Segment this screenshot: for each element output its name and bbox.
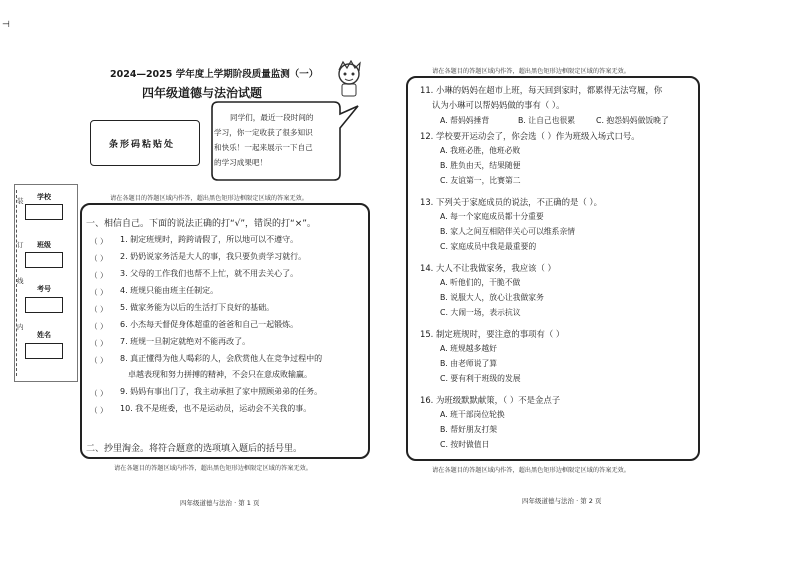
school-field[interactable] bbox=[25, 204, 63, 220]
answer-bracket[interactable]: （ ） bbox=[90, 406, 108, 415]
barcode-area bbox=[90, 120, 200, 166]
question-stem-continued: 认为小琳可以帮妈妈做的事有（ ）。 bbox=[432, 100, 565, 110]
answer-bracket[interactable]: （ ） bbox=[90, 339, 108, 348]
answer-bracket[interactable]: （ ） bbox=[90, 237, 108, 246]
option-a[interactable]: A. 听他们的，干脆不做 bbox=[440, 278, 521, 287]
answer-bracket[interactable]: （ ） bbox=[90, 271, 108, 280]
judgement-text: 1. 制定班规时，跨跨请假了，所以地可以不遵守。 bbox=[120, 235, 299, 244]
option-a[interactable]: A. 班干部岗位轮换 bbox=[440, 410, 505, 419]
option-b[interactable]: B. 由老师说了算 bbox=[440, 359, 498, 368]
judgement-text: 6. 小杰每天督促身体超重的爸爸和自己一起锻炼。 bbox=[120, 320, 299, 329]
judgement-text: 5. 做家务能为以后的生活打下良好的基础。 bbox=[120, 303, 275, 312]
answer-bracket[interactable]: （ ） bbox=[90, 305, 108, 314]
option-b[interactable]: B. 说服大人，放心让我做家务 bbox=[440, 293, 544, 302]
question-stem: 12. 学校要开运动会了，你会选（ ）作为班级入场式口号。 bbox=[420, 131, 640, 141]
answer-notice-bottom-right: 请在各题目的答题区域内作答，超出黑色矩形边框限定区域的答案无效。 bbox=[432, 467, 630, 474]
greeting-line-2: 学习，你一定收获了很多知识 bbox=[214, 128, 313, 137]
question-stem: 16. 为班级默默献策，（ ）不是金点子 bbox=[420, 395, 561, 405]
binding-char: 装 bbox=[17, 197, 24, 205]
class-label: 班级 bbox=[37, 241, 51, 249]
answer-bracket[interactable]: （ ） bbox=[90, 356, 108, 365]
answer-notice-top-right: 请在各题目的答题区域内作答，超出黑色矩形边框限定区域的答案无效。 bbox=[432, 68, 630, 75]
footer-page-1: 四年级道德与法治 · 第 1 页 bbox=[180, 499, 260, 507]
answer-bracket[interactable]: （ ） bbox=[90, 254, 108, 263]
judgement-text: 8. 真正懂得为他人喝彩的人，会欣赏他人在竞争过程中的 bbox=[120, 354, 323, 363]
greeting-line-3: 和快乐！一起来展示一下自己 bbox=[214, 143, 313, 152]
question-stem: 14. 大人不让我做家务，我应该（ ） bbox=[420, 263, 556, 273]
judgement-text: 2. 奶奶说家务活是大人的事，我只要负责学习就行。 bbox=[120, 252, 307, 261]
question-stem: 13. 下列关于家庭成员的说法，不正确的是（ ）。 bbox=[420, 197, 602, 207]
option-b[interactable]: B. 让自己也很累 bbox=[518, 116, 576, 125]
judgement-text: 9. 妈妈有事出门了，我主动承担了家中照顾弟弟的任务。 bbox=[120, 387, 323, 396]
section1-title: 一、相信自己。下面的说法正确的打“√”，错误的打“×”。 bbox=[86, 219, 316, 229]
option-c[interactable]: C. 友谊第一，比赛第二 bbox=[440, 176, 521, 185]
exam-number-label: 考号 bbox=[37, 285, 51, 293]
judgement-text: 4. 班规只能由班主任制定。 bbox=[120, 286, 219, 295]
section2-title: 二、抄里淘金。将符合题意的选项填入题后的括号里。 bbox=[86, 444, 303, 454]
option-c[interactable]: C. 按时做值日 bbox=[440, 440, 490, 449]
barcode-label: 条形码粘贴处 bbox=[109, 140, 176, 150]
mascot-illustration bbox=[334, 60, 364, 98]
name-field[interactable] bbox=[25, 343, 63, 359]
judgement-text: 卓越表现和努力拼搏的精神，不会只在意成败输赢。 bbox=[128, 370, 312, 379]
binding-char: 内 bbox=[17, 323, 24, 331]
corner-mark: ⊣ bbox=[2, 20, 10, 30]
option-b[interactable]: B. 帮好朋友打架 bbox=[440, 425, 498, 434]
greeting-line-4: 的学习成果吧！ bbox=[214, 158, 268, 167]
option-b[interactable]: B. 胜负由天，结果随便 bbox=[440, 161, 521, 170]
option-c[interactable]: C. 要有利于班级的发展 bbox=[440, 374, 521, 383]
name-label: 姓名 bbox=[37, 331, 51, 339]
judgement-text: 3. 父母的工作我们也帮不上忙，就不用去关心了。 bbox=[120, 269, 299, 278]
binding-char: 线 bbox=[17, 277, 24, 285]
option-c[interactable]: C. 抱怨妈妈做饭晚了 bbox=[596, 116, 669, 125]
question-stem: 15. 制定班规时，要注意的事项有（ ） bbox=[420, 329, 565, 339]
option-a[interactable]: A. 帮妈妈捶背 bbox=[440, 116, 490, 125]
greeting-line-1: 同学们，最近一段时间的 bbox=[230, 113, 314, 122]
option-c[interactable]: C. 大闹一场，表示抗议 bbox=[440, 308, 521, 317]
subject-title: 四年级道德与法治试题 bbox=[142, 86, 263, 100]
answer-bracket[interactable]: （ ） bbox=[90, 322, 108, 331]
judgement-text: 7. 班规一旦制定就绝对不能再改了。 bbox=[120, 337, 251, 346]
judgement-text: 10. 我不是班委，也不是运动员，运动会不关我的事。 bbox=[120, 404, 312, 413]
answer-notice-top: 请在各题目的答题区域内作答，超出黑色矩形边框限定区域的答案无效。 bbox=[110, 195, 308, 202]
option-c[interactable]: C. 家庭成员中我是最重要的 bbox=[440, 242, 537, 251]
option-a[interactable]: A. 我班必胜，他班必败 bbox=[440, 146, 521, 155]
question-stem: 11. 小琳的妈妈在超市上班，每天回到家时，都累得无法穹履，你 bbox=[420, 85, 663, 95]
footer-page-2: 四年级道德与法治 · 第 2 页 bbox=[522, 497, 602, 505]
exam-number-field[interactable] bbox=[25, 297, 63, 313]
binding-char: 订 bbox=[17, 241, 24, 249]
option-b[interactable]: B. 家人之间互相陪伴关心可以维系亲情 bbox=[440, 227, 576, 236]
school-label: 学校 bbox=[37, 193, 51, 201]
answer-notice-bottom: 请在各题目的答题区域内作答，超出黑色矩形边框限定区域的答案无效。 bbox=[114, 465, 312, 472]
answer-bracket[interactable]: （ ） bbox=[90, 389, 108, 398]
option-a[interactable]: A. 每一个家庭成员都十分重要 bbox=[440, 212, 544, 221]
exam-title: 2024—2025 学年度上学期阶段质量监测（一） bbox=[110, 69, 319, 80]
answer-bracket[interactable]: （ ） bbox=[90, 288, 108, 297]
option-a[interactable]: A. 班规越多越好 bbox=[440, 344, 497, 353]
class-field[interactable] bbox=[25, 252, 63, 268]
